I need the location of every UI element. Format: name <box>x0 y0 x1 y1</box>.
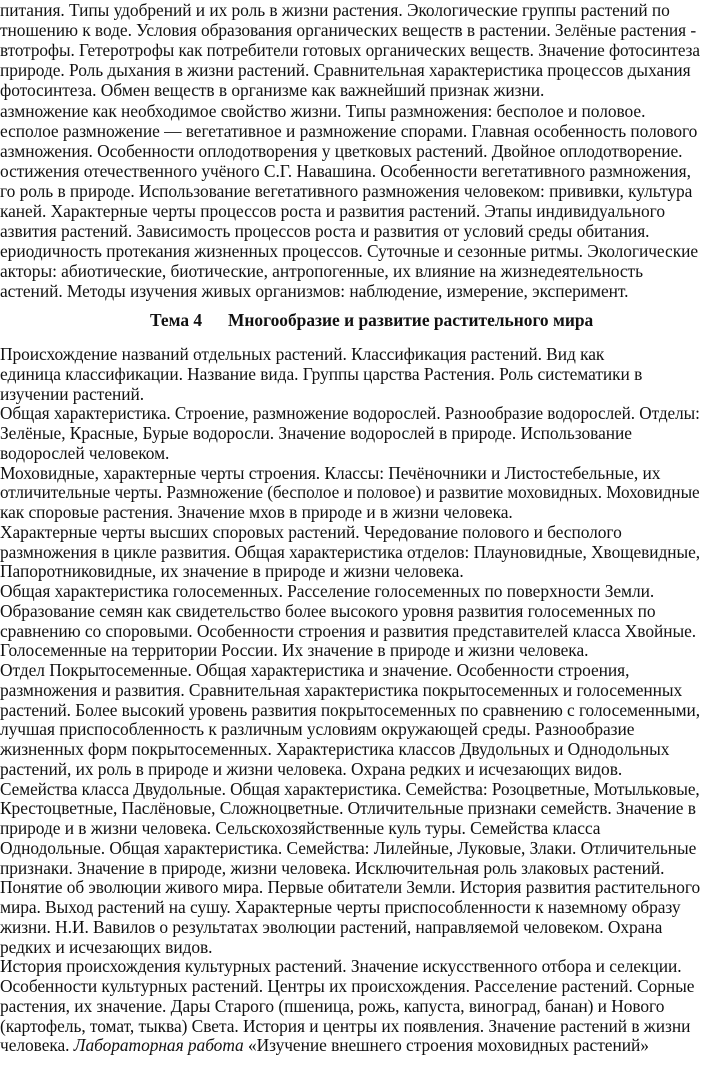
text-line: тношению к воде. Условия образования органических веществ в растении. Зелёные растения - <box>0 20 697 41</box>
text-line: отличительные черты. Размножение (бесполое и половое) и развитие моховидных. Моховидные <box>0 482 700 503</box>
text-line: остижения отечественного учёного С.Г. Навашина. Особенности вегетативного размножения, <box>0 160 691 181</box>
last-line-prefix: человека. <box>0 1035 74 1056</box>
heading-title: Многообразие и развитие растительного мира <box>228 310 594 330</box>
text-line: Особенности культурных растений. Центры их происхождения. Расселение растений. Сорные <box>0 976 695 996</box>
text-line: го роль в природе. Использование вегетативного размножения человеком: прививки, культура <box>0 180 693 201</box>
text-line: природе. Роль дыхания в жизни растений. Сравнительная характеристика процессов дыхания <box>0 60 691 81</box>
text-line: изучении растений. <box>0 383 145 404</box>
heading-number: Тема 4 <box>150 310 203 330</box>
text-line: лучшая приспособленность к различным условиям окружающей среды. Разнообразие <box>0 719 635 740</box>
text-line: как споровые растения. Значение мхов в природе и в жизни человека. <box>0 502 513 522</box>
text-line: признаки. Значение в природе, жизни человека. Исключительная роль злаковых растений. <box>0 857 665 878</box>
last-line-suffix: «Изучение внешнего строения моховидных растений» <box>243 1035 649 1056</box>
text-line: Зелёные, Красные, Бурые водоросли. Значение водорослей в природе. Использование <box>0 423 632 443</box>
text-line: Характерные черты высших споровых растений. Чередование полового и бесполого <box>0 521 622 542</box>
text-line: втотрофы. Гетеротрофы как потребители готовых органических веществ. Значение фотосинтеза <box>0 40 700 61</box>
text-line: редких и исчезающих видов. <box>0 936 213 957</box>
text-line: каней. Характерные черты процессов роста и развития растений. Этапы индивидуального <box>0 201 665 221</box>
text-line: акторы: абиотические, биотические, антропогенные, их влияние на жизнедеятельность <box>0 261 643 282</box>
text-line: (картофель, томат, тыква) Света. История и центры их появления. Значение растений в жизни <box>0 1015 691 1036</box>
text-line: размножения в цикле развития. Общая характеристика отделов: Плауновидные, Хвощевидные, <box>0 541 701 562</box>
text-line: растений, их роль в природе и жизни человека. Охрана редких и исчезающих видов. <box>0 758 623 779</box>
text-line-last <box>0 1035 649 1056</box>
text-line: ериодичность протекания жизненных процессов. Суточные и сезонные ритмы. Экологические <box>0 241 699 262</box>
text-line: Семейства класса Двудольные. Общая характеристика. Семейства: Розоцветные, Мотыльковые, <box>0 778 700 799</box>
text-line: фотосинтеза. Обмен веществ в организме как важнейший признак жизни. <box>0 80 545 101</box>
text-line: астений. Методы изучения живых организмов: наблюдение, измерение, эксперимент. <box>0 281 629 302</box>
text-line: водорослей человеком. <box>0 442 170 463</box>
lab-work-label: Лабораторная работа <box>73 1035 244 1056</box>
text-line: растений. Более высокий уровень развития покрытосеменных по сравнению с голосеменными, <box>0 699 701 720</box>
text-line: Голосеменные на территории России. Их значение в природе и жизни человека. <box>0 640 589 661</box>
text-line: Общая характеристика. Строение, размножение водорослей. Разнообразие водорослей. Отделы: <box>0 403 700 424</box>
text-line: жизненных форм покрытосеменных. Характеристика классов Двудольных и Однодольных <box>0 739 670 759</box>
text-line: азмножение как необходимое свойство жизни. Типы размножения: бесполое и половое. <box>0 100 646 121</box>
text-line: Однодольные. Общая характеристика. Семейства: Лилейные, Луковые, Злаки. Отличительные <box>0 837 697 858</box>
text-line: сравнению со споровыми. Особенности строения и развития представителей класса Хвойные. <box>0 620 697 641</box>
text-line: азмножения. Особенности оплодотворения у цветковых растений. Двойное оплодотворение. <box>0 140 683 161</box>
text-line: Происхождение названий отдельных растений. Классификация растений. Вид как <box>0 344 605 364</box>
text-line: мира. Выход растений на сушу. Характерные черты приспособленности к наземному образу <box>0 897 681 917</box>
text-line: есполое размножение — вегетативное и размножение спорами. Главная особенность полового <box>0 120 698 141</box>
text-line: Образование семян как свидетельство более высокого уровня развития голосеменных по <box>0 600 656 621</box>
text-line: природе и в жизни человека. Сельскохозяйственные куль туры. Семейства класса <box>0 818 601 838</box>
text-line: Крестоцветные, Паслёновые, Сложноцветные. Отличительные признаки семейств. Значение в <box>0 798 696 819</box>
text-line: Моховидные, характерные черты строения. Классы: Печёночники и Листостебельные, их <box>0 462 661 483</box>
text-line: размножения и развития. Сравнительная характеристика покрытосеменных и голосеменных <box>0 679 683 700</box>
text-line: Папоротниковидные, их значение в природе и жизни человека. <box>0 561 464 582</box>
text-line: азвития растений. Зависимость процессов роста и развития от условий среды обитания. <box>0 221 650 242</box>
section-heading <box>150 310 593 331</box>
text-line: растения, их значение. Дары Старого (пшеница, рожь, капуста, виноград, банан) и Нового <box>0 995 665 1016</box>
text-line: Отдел Покрытосеменные. Общая характеристика и значение. Особенности строения, <box>0 660 630 680</box>
text-line: питания. Типы удобрений и их роль в жизни растения. Экологические группы растений по <box>0 0 670 20</box>
text-line: единица классификации. Название вида. Группы царства Растения. Роль систематики в <box>0 363 643 384</box>
text-line: История происхождения культурных растений. Значение искусственного отбора и селекции. <box>0 956 682 977</box>
text-line: жизни. Н.И. Вавилов о результатах эволюции растений, направляемой человеком. Охрана <box>0 916 663 937</box>
text-line: Общая характеристика голосеменных. Расселение голосеменных по поверхности Земли. <box>0 581 655 601</box>
text-line: Понятие об эволюции живого мира. Первые обитатели Земли. История развития растительного <box>0 877 701 898</box>
